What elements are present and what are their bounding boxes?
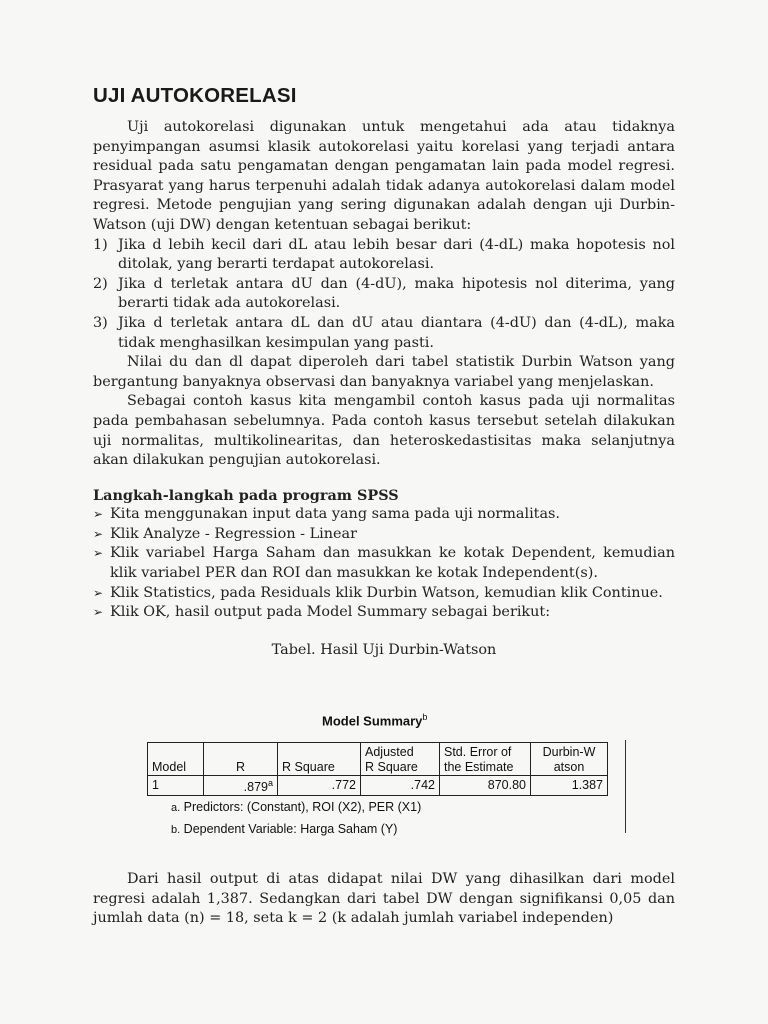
arrow-bullet-icon: ➢ — [93, 526, 104, 541]
table-header-row — [148, 743, 608, 776]
steps-list — [93, 505, 675, 623]
header-r-square: R Square — [278, 743, 361, 776]
step-item: ➢ Klik Statistics, pada Residuals klik Durbin Watson, kemudian klik Continue. — [93, 584, 675, 604]
document-body — [93, 84, 675, 658]
step-item: ➢ Klik OK, hasil output pada Model Summary sebagai berikut: — [93, 603, 675, 623]
step-item: ➢ Kita menggunakan input data yang sama pada uji normalitas. — [93, 505, 675, 525]
header-adjusted-r-square: Adjusted R Square — [361, 743, 440, 776]
example-paragraph: Sebagai contoh kasus kita mengambil contoh kasus pada uji normalitas pada pembahasan sebelumnya. Pada contoh kasus tersebut setelah dilakukan uji normalitas, multikolinearitas, dan heteroskedastisitas maka selanjutnya akan dilakukan pengujian autokorelasi. — [93, 393, 675, 469]
criteria-item: 1) Jika d lebih kecil dari dL atau lebih besar dari (4-dL) maka hopotesis nol ditolak, yang berarti terdapat autokorelasi. — [93, 236, 675, 273]
cell-r-square: .772 — [278, 776, 361, 796]
criteria-list — [93, 236, 675, 354]
cell-durbin-watson: 1.387 — [531, 776, 608, 796]
header-durbin-watson: Durbin-W atson — [531, 743, 608, 776]
table-footnote: b. Dependent Variable: Harga Saham (Y) — [171, 822, 398, 836]
cell-model: 1 — [148, 776, 204, 796]
spss-model-summary — [147, 712, 637, 842]
criteria-item: 2) Jika d terletak antara dU dan (4-dU), maka hipotesis nol diterima, yang berarti tidak ada autokorelasi. — [93, 275, 675, 312]
arrow-bullet-icon: ➢ — [93, 546, 104, 561]
intro-paragraph: Uji autokorelasi digunakan untuk mengetahui ada atau tidaknya penyimpangan asumsi klasik autokorelasi yaitu korelasi yang terjadi antara residual pada satu pengamatan dengan pengamatan lain pada model regresi. Prasyarat yang harus terpenuhi adalah tidak adanya autokorelasi dalam model regresi. Metode pengujian yang sering digunakan adalah dengan uji Durbin-Watson (uji DW) dengan ketentuan sebagai berikut: — [93, 119, 675, 233]
document-body-continued — [93, 870, 675, 929]
header-std-error: Std. Error of the Estimate — [440, 743, 531, 776]
cell-r: .879$^a$ — [204, 776, 278, 796]
table-row — [148, 776, 608, 796]
model-summary-table — [147, 742, 608, 796]
table-footnote: a. Predictors: (Constant), ROI (X2), PER (X1) — [171, 800, 422, 814]
header-r: R — [204, 743, 278, 776]
cell-std-error: 870.80 — [440, 776, 531, 796]
spss-table-title: Model Summary$^b$ — [322, 712, 428, 729]
steps-heading: Langkah-langkah pada program SPSS — [93, 486, 399, 504]
scan-edge-line — [625, 740, 626, 833]
criteria-item: 3) Jika d terletak antara dL dan dU atau diantara (4-dU) dan (4-dL), maka tidak menghasilkan kesimpulan yang pasti. — [93, 314, 675, 351]
header-model: Model — [148, 743, 204, 776]
arrow-bullet-icon: ➢ — [93, 507, 104, 522]
section-heading: UJI AUTOKORELASI — [93, 84, 297, 107]
step-item: ➢ Klik variabel Harga Saham dan masukkan ke kotak Dependent, kemudian klik variabel PER dan ROI dan masukkan ke kotak Independent(s). — [93, 545, 675, 582]
conclusion-paragraph: Dari hasil output di atas didapat nilai DW yang dihasilkan dari model regresi adalah 1,387. Sedangkan dari tabel DW dengan signifikansi 0,05 dan jumlah data (n) = 18, seta k = 2 (k adalah jumlah variabel independen) — [93, 871, 675, 927]
table-caption: Tabel. Hasil Uji Durbin-Watson — [271, 641, 497, 658]
arrow-bullet-icon: ➢ — [93, 585, 104, 600]
cell-adjusted-r-square: .742 — [361, 776, 440, 796]
du-dl-paragraph: Nilai du dan dl dapat diperoleh dari tabel statistik Durbin Watson yang bergantung banyaknya observasi dan banyaknya variabel yang menjelaskan. — [93, 354, 675, 390]
step-item: ➢ Klik Analyze - Regression - Linear — [93, 525, 675, 545]
arrow-bullet-icon: ➢ — [93, 605, 104, 620]
